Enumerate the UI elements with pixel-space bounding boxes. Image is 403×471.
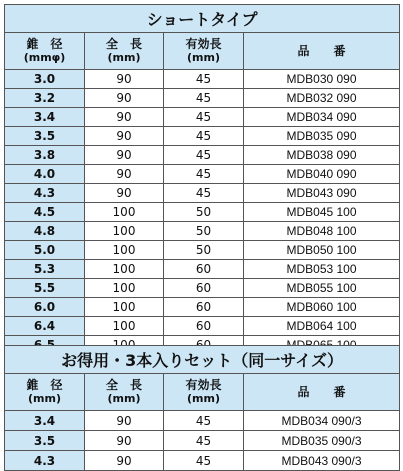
table-row — [5, 127, 400, 146]
cell-product-code: MDB064 100 — [244, 317, 400, 336]
cell-effective-length: 50 — [164, 203, 244, 222]
cell-total-length: 90 — [85, 431, 164, 451]
cell-product-code: MDB053 100 — [244, 260, 400, 279]
cell-product-code: MDB050 100 — [244, 241, 400, 260]
header-total-length: 全 長 (mm) — [85, 374, 164, 411]
cell-effective-length: 60 — [164, 298, 244, 317]
cell-diameter: 4.3 — [5, 184, 85, 203]
cell-effective-length: 45 — [164, 89, 244, 108]
table-row — [5, 241, 400, 260]
cell-diameter: 3.4 — [5, 411, 85, 431]
cell-product-code: MDB035 090 — [244, 127, 400, 146]
header-diameter: 錐 径 (mm) — [5, 374, 85, 411]
cell-product-code: MDB034 090 — [244, 108, 400, 127]
cell-diameter: 4.8 — [5, 222, 85, 241]
cell-product-code: MDB030 090 — [244, 70, 400, 89]
table-row — [5, 165, 400, 184]
cell-product-code: MDB035 090/3 — [244, 431, 400, 451]
cell-total-length: 90 — [85, 70, 164, 89]
cell-effective-length: 45 — [164, 127, 244, 146]
cell-total-length: 100 — [85, 317, 164, 336]
table-row — [5, 184, 400, 203]
cell-product-code: MDB040 090 — [244, 165, 400, 184]
cell-diameter: 4.3 — [5, 451, 85, 471]
header-effective-length: 有効長 (mm) — [164, 33, 244, 70]
cell-effective-length: 45 — [164, 108, 244, 127]
header-effective-length: 有効長 (mm) — [164, 374, 244, 411]
cell-total-length: 100 — [85, 298, 164, 317]
cell-effective-length: 45 — [164, 184, 244, 203]
cell-product-code: MDB048 100 — [244, 222, 400, 241]
cell-total-length: 100 — [85, 203, 164, 222]
short-type-table — [4, 4, 400, 355]
set-table — [4, 345, 400, 471]
cell-product-code: MDB055 100 — [244, 279, 400, 298]
cell-effective-length: 45 — [164, 165, 244, 184]
cell-total-length: 100 — [85, 260, 164, 279]
table-row — [5, 108, 400, 127]
table-row — [5, 203, 400, 222]
cell-diameter: 3.5 — [5, 127, 85, 146]
cell-diameter: 3.8 — [5, 146, 85, 165]
table-row — [5, 431, 400, 451]
cell-diameter: 3.0 — [5, 70, 85, 89]
set-title: お得用・3本入りセット（同一サイズ） — [5, 346, 400, 374]
cell-product-code: MDB043 090 — [244, 184, 400, 203]
cell-effective-length: 60 — [164, 260, 244, 279]
cell-diameter: 3.4 — [5, 108, 85, 127]
header-total-length: 全 長 (mm) — [85, 33, 164, 70]
table-row — [5, 222, 400, 241]
cell-effective-length: 45 — [164, 431, 244, 451]
cell-diameter: 4.0 — [5, 165, 85, 184]
cell-product-code: MDB034 090/3 — [244, 411, 400, 431]
short-type-title: ショートタイプ — [5, 5, 400, 33]
cell-total-length: 100 — [85, 279, 164, 298]
cell-effective-length: 50 — [164, 222, 244, 241]
cell-effective-length: 60 — [164, 279, 244, 298]
cell-diameter: 4.5 — [5, 203, 85, 222]
cell-effective-length: 60 — [164, 317, 244, 336]
cell-total-length: 90 — [85, 411, 164, 431]
table-row — [5, 146, 400, 165]
cell-diameter: 3.5 — [5, 431, 85, 451]
header-product-code: 品 番 — [244, 33, 400, 70]
cell-total-length: 90 — [85, 165, 164, 184]
cell-total-length: 100 — [85, 241, 164, 260]
cell-total-length: 90 — [85, 451, 164, 471]
cell-effective-length: 45 — [164, 451, 244, 471]
cell-diameter: 6.0 — [5, 298, 85, 317]
table-row — [5, 298, 400, 317]
cell-total-length: 100 — [85, 222, 164, 241]
cell-total-length: 90 — [85, 89, 164, 108]
cell-diameter: 6.4 — [5, 317, 85, 336]
table-row — [5, 70, 400, 89]
table-row — [5, 260, 400, 279]
table-row — [5, 317, 400, 336]
cell-diameter: 5.3 — [5, 260, 85, 279]
header-diameter: 錐 径 (mmφ) — [5, 33, 85, 70]
cell-product-code: MDB043 090/3 — [244, 451, 400, 471]
table-row — [5, 411, 400, 431]
cell-diameter: 3.2 — [5, 89, 85, 108]
cell-effective-length: 45 — [164, 146, 244, 165]
cell-product-code: MDB045 100 — [244, 203, 400, 222]
cell-effective-length: 45 — [164, 70, 244, 89]
cell-total-length: 90 — [85, 127, 164, 146]
cell-diameter: 5.0 — [5, 241, 85, 260]
cell-total-length: 90 — [85, 184, 164, 203]
cell-product-code: MDB032 090 — [244, 89, 400, 108]
table-row — [5, 451, 400, 471]
cell-product-code: MDB038 090 — [244, 146, 400, 165]
table-row — [5, 279, 400, 298]
cell-effective-length: 45 — [164, 411, 244, 431]
cell-diameter: 5.5 — [5, 279, 85, 298]
table-row — [5, 89, 400, 108]
cell-product-code: MDB060 100 — [244, 298, 400, 317]
cell-total-length: 90 — [85, 108, 164, 127]
header-product-code: 品 番 — [244, 374, 400, 411]
cell-total-length: 90 — [85, 146, 164, 165]
cell-effective-length: 50 — [164, 241, 244, 260]
